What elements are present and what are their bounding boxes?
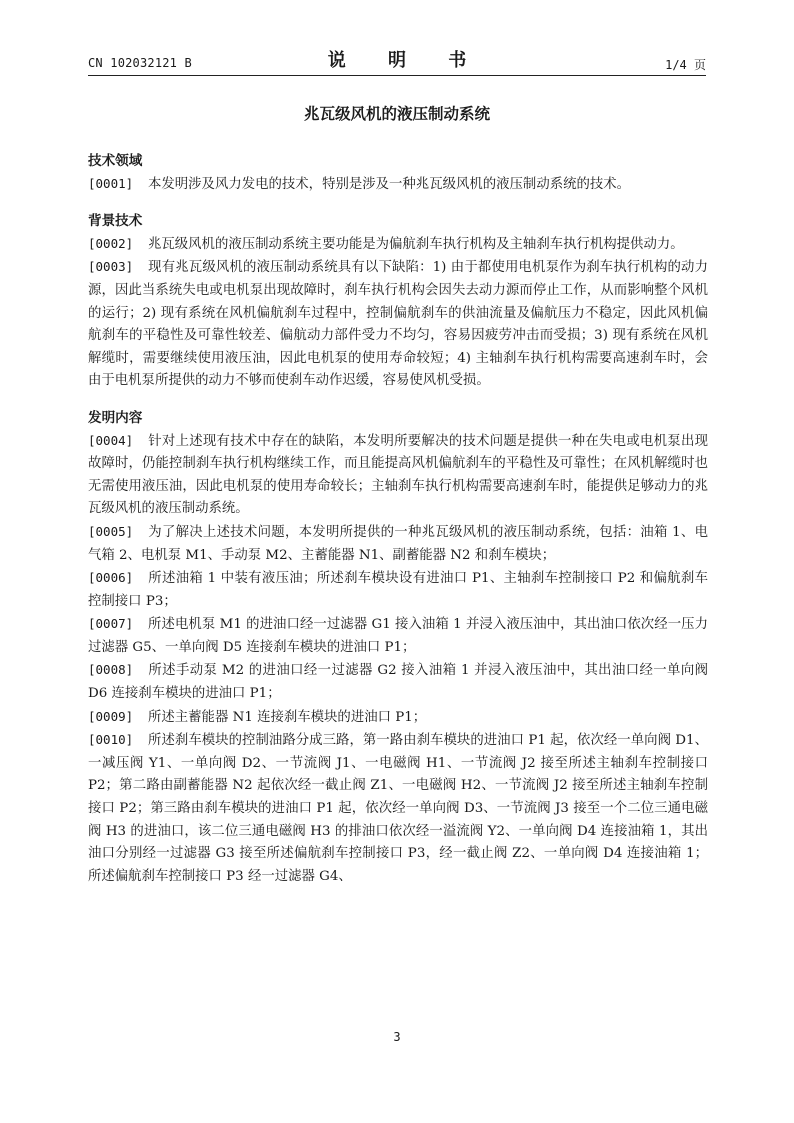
paragraph-text: 为了解决上述技术问题，本发明所提供的一种兆瓦级风机的液压制动系统，包括：油箱 1、电气箱 2、电机泵 M1、手动泵 M2、主蓄能器 N1、副蓄能器 N2 和刹车模块； <box>88 524 708 563</box>
header-divider <box>88 75 706 76</box>
page-info: 1/4 页 <box>665 58 706 72</box>
paragraph-text: 所述油箱 1 中装有液压油；所述刹车模块设有进油口 P1、主轴刹车控制接口 P2 和偏航刹车控制接口 P3； <box>88 571 708 609</box>
paragraph-text: 兆瓦级风机的液压制动系统主要功能是为偏航刹车执行机构及主轴刹车执行机构提供动力。 <box>148 236 684 252</box>
paragraph-number: [0006] <box>88 570 134 586</box>
paragraph-0006 <box>88 567 708 613</box>
paragraph-text: 针对上述现有技术中存在的缺陷，本发明所要解决的技术问题是提供一种在失电或电机泵出现故障时，仍能控制刹车执行机构继续工作，而且能提高风机偏航刹车的平稳性及可靠性；在风机解缆时也无需使用液压油，因此电机泵的使用寿命较长；主轴刹车执行机构需要高速刹车时，能提供足够动力的兆瓦级风机的液压制动系统。 <box>88 433 708 517</box>
section-heading: 发明内容 <box>88 409 143 426</box>
paragraph-number: [0003] <box>88 259 134 275</box>
paragraph-number: [0002] <box>88 235 134 251</box>
paragraph-0005 <box>88 521 708 567</box>
paragraph-text: 所述刹车模块的控制油路分成三路，第一路由刹车模块的进油口 P1 起，依次经一单向阀 D1、一减压阀 Y1、一单向阀 D2、一节流阀 J1、一电磁阀 H1、一节流阀 J2 接至所述主轴刹车控制接口 P2；第二路由副蓄能器 N2 起依次经一截止阀 Z1、一电磁阀 H2、一节流阀 J2 接至所述主轴刹车控制接口 P2；第三路由刹车模块的进油口 P1 起，依次经一单向阀 D3、一节流阀 J3 接至一个二位三通电磁阀 H3 的进油口，该二位三通电磁阀 H3 的排油口依次经一溢流阀 Y2、一单向阀 D4 连接油箱 1，其出油口分别经一过滤器 G3 接至所述偏航刹车控制接口 P3，经一截止阀 Z2、一单向阀 D4 连接油箱 1；所述偏航刹车控制接口 P3 经一过滤器 G4、 <box>88 733 708 884</box>
section-background <box>88 210 708 393</box>
paragraph-0008 <box>88 659 708 705</box>
paragraph-0010 <box>88 729 708 888</box>
paragraph-text: 所述电机泵 M1 的进油口经一过滤器 G1 接入油箱 1 并浸入液压油中，其出油口依次经一压力过滤器 G5、一单向阀 D5 连接刹车模块的进油口 P1； <box>88 617 708 655</box>
page-number: 3 <box>393 1030 401 1044</box>
paragraph-number: [0004] <box>88 432 134 448</box>
paragraph-0004 <box>88 430 708 521</box>
paragraph-0001 <box>88 173 708 197</box>
paragraph-number: [0008] <box>88 662 134 678</box>
document-title: 兆瓦级风机的液压制动系统 <box>303 105 490 123</box>
paragraph-number: [0001] <box>88 175 134 191</box>
document-type: 说 明 书 <box>327 50 485 71</box>
paragraph-0003 <box>88 256 708 393</box>
paragraph-0009 <box>88 706 708 730</box>
document-number: CN 102032121 B <box>88 56 192 70</box>
section-heading: 背景技术 <box>88 213 143 230</box>
page-header <box>88 42 706 74</box>
paragraph-text: 本发明涉及风力发电的技术，特别是涉及一种兆瓦级风机的液压制动系统的技术。 <box>148 176 631 192</box>
paragraph-0007 <box>88 613 708 659</box>
document-body <box>88 150 708 902</box>
paragraph-number: [0005] <box>88 523 134 539</box>
paragraph-text: 所述主蓄能器 N1 连接刹车模块的进油口 P1； <box>148 709 427 725</box>
paragraph-0002 <box>88 233 708 257</box>
section-technical-field <box>88 150 708 196</box>
paragraph-text: 现有兆瓦级风机的液压制动系统具有以下缺陷：1) 由于都使用电机泵作为刹车执行机构的动力源，因此当系统失电或电机泵出现故障时，刹车执行机构会因失去动力源而停止工作，从而影响整个风机的运行；2) 现有系统在风机偏航刹车过程中，控制偏航刹车的供油流量及偏航压力不稳定，因此风机偏航刹车的平稳性及可靠性较差、偏航动力部件受力不均匀，容易因疲劳冲击而受损；3) 现有系统在风机解缆时，需要继续使用液压油，因此电机泵的使用寿命较短；4) 主轴刹车执行机构需要高速刹车时，会由于电机泵所提供的动力不够而使刹车动作迟缓，容易使风机受损。 <box>88 260 708 389</box>
paragraph-number: [0010] <box>88 732 134 748</box>
paragraph-number: [0009] <box>88 708 134 724</box>
section-heading: 技术领域 <box>88 153 143 169</box>
paragraph-text: 所述手动泵 M2 的进油口经一过滤器 G2 接入油箱 1 并浸入液压油中，其出油口经一单向阀 D6 连接刹车模块的进油口 P1； <box>88 663 708 702</box>
paragraph-number: [0007] <box>88 616 134 632</box>
section-invention-content <box>88 407 708 888</box>
